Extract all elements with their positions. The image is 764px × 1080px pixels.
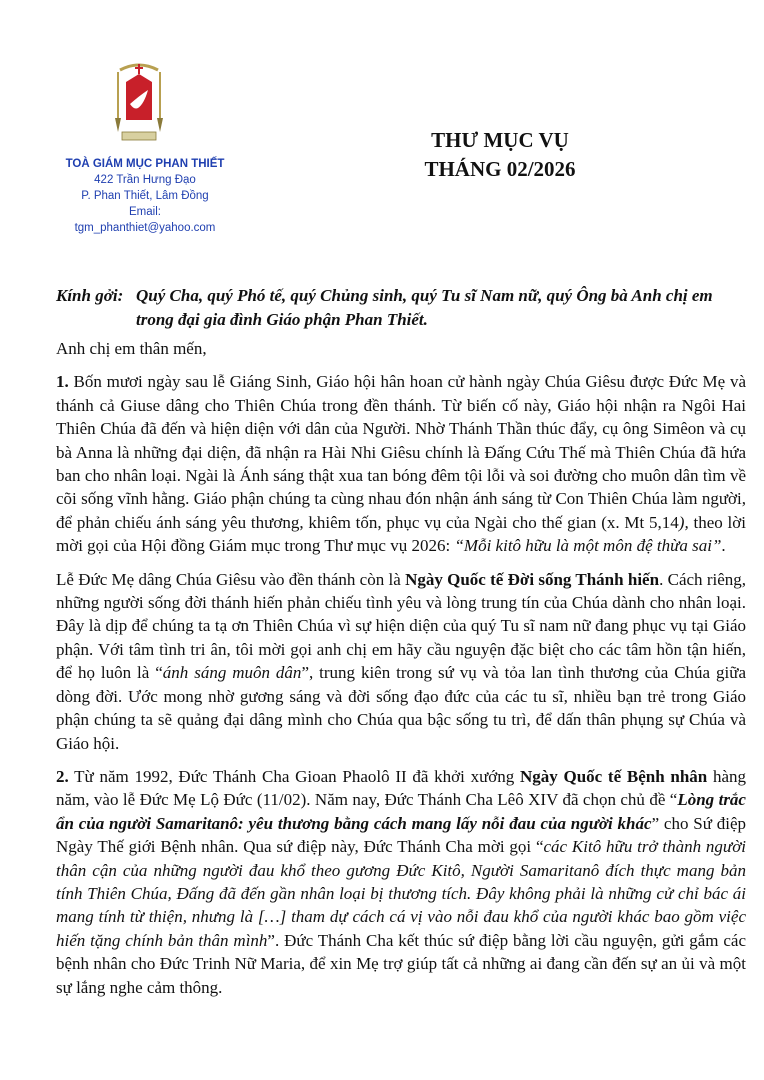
text-run: 1. — [56, 372, 69, 392]
text-run: Anh chị em thân mến, — [56, 339, 207, 358]
email-address: tgm_phanthiet@yahoo.com — [74, 222, 216, 234]
text-run: Lòng trắc ẩn của người Samaritanô: yêu thương bằng cách mang lấy nỗi đau của người khác — [56, 790, 746, 833]
text-run: hàng năm, vào lễ Đức Mẹ Lộ Đức (11/02). Năm nay, Đức Thánh Cha Lêô XIV đã chọn chủ đề “ — [56, 766, 747, 810]
paragraph — [56, 370, 746, 557]
text-run: các Kitô hữu trở thành người thân cận của những người đau khổ theo gương Đức Kitô, Người Samaritanô đích thực mang bản tính Thiên Chúa, Đấng đã đến gần nhân loại bị thương tích. Đây không phải là những cử chỉ bác ái mang tính từ thiện, nhưng là […] tham dự cách cá vị vào nỗi đau khổ của người khác bao gồm việc hiến tặng chính bản thân mình — [56, 837, 747, 950]
text-run: “Mỗi kitô hữu là một môn đệ thừa sai” — [454, 536, 722, 556]
text-run: ” cho Sứ điệp Ngày Thế giới Bệnh nhân. Qua sứ điệp này, Đức Thánh Cha mời gọi “ — [56, 813, 746, 857]
paragraph — [56, 337, 746, 360]
paragraph — [56, 568, 746, 755]
text-run: ), — [678, 512, 689, 532]
salutation — [56, 284, 746, 329]
letter-body — [56, 337, 746, 1009]
title-line-1: THƯ MỤC VỤ — [431, 128, 569, 152]
diocese-coat-of-arms-logo — [112, 60, 166, 146]
text-run: 2. — [56, 766, 69, 786]
text-run: ánh sáng muôn dân — [162, 663, 302, 683]
document-title — [400, 126, 600, 184]
paragraph — [56, 765, 746, 999]
address-line-2: P. Phan Thiết, Lâm Đồng — [81, 190, 209, 202]
email-label: Email: — [129, 206, 161, 218]
text-run: . Cách riêng, những người sống đời thánh hiến phản chiếu tình yêu và lòng trung tín của Chúa dành cho nhân loại. Đây là dịp để chúng ta tạ ơn Thiên Chúa vì sự hiện diện của quý Tu sĩ nam nữ đang phục vụ tại Giáo phận. Với tâm tình tri ân, tôi mời gọi anh chị em hãy cầu nguyện đặc biệt cho các tâm hồn tận hiến, để họ luôn là “ — [56, 569, 746, 683]
text-run: ”. Đức Thánh Cha kết thúc sứ điệp bằng lời cầu nguyện, gửi gắm các bệnh nhân cho Đức Trinh Nữ Maria, để xin Mẹ trợ giúp tất cả những ai đang cần đến sự an ủi và một sự lắng nghe cảm thông. — [56, 930, 747, 997]
text-run: Lễ Đức Mẹ dâng Chúa Giêsu vào đền thánh còn là — [56, 569, 406, 589]
text-run: Từ năm 1992, Đức Thánh Cha Gioan Phaolô II đã khởi xướng — [68, 766, 520, 786]
text-run: ”, trung kiên trong sứ vụ và tỏa lan tình thương của Chúa giữa dòng đời. Ước mong nhờ gương sáng và đời sống đạo đức của các tu sĩ, nhiều bạn trẻ trong Giáo phận chúng ta sẽ quảng đại dâng mình cho Chúa qua bậc sống tu trì, để dấn thân phụng sự Chúa và Giáo hội. — [56, 663, 746, 753]
diocese-info — [50, 156, 240, 236]
text-run: Ngày Quốc tế Bệnh nhân — [520, 766, 708, 786]
salutation-label: Kính gởi: — [56, 286, 124, 305]
org-name: TOÀ GIÁM MỤC PHAN THIẾT — [65, 158, 225, 170]
text-run: Bốn mươi ngày sau lễ Giáng Sinh, Giáo hội hân hoan cử hành ngày Chúa Giêsu được Đức Mẹ và thánh cả Giuse dâng cho Thiên Chúa trong đền thánh. Từ biến cố này, Giáo hội nhận ra Ngôi Hai Thiên Chúa đã đến và hiện diện với dân của Người. Nhờ Thánh Thần thúc đẩy, cụ ông Simêon và cụ bà Anna là những đại diện, đã nhận ra Hài Nhi Giêsu chính là Đấng Cứu Thế mà Thiên Chúa đã hứa ban cho nhân loại. Ngài là Ánh sáng thật xua tan bóng đêm tội lỗi và soi đường cho muôn dân tìm về cõi sống vĩnh hằng. Giáo phận chúng ta cùng nhau đón nhận ánh sáng từ Con Thiên Chúa làm người, để phản chiếu ánh sáng yêu thương, khiêm tốn, phục vụ của Ngài cho thế gian (x. Mt 5,14 — [56, 372, 746, 532]
text-run: theo lời mời gọi của Hội đồng Giám mục trong Thư mục vụ 2026: — [56, 512, 746, 556]
address-line-1: 422 Trần Hưng Đạo — [94, 174, 196, 186]
salutation-recipients: Quý Cha, quý Phó tế, quý Chủng sinh, quý Tu sĩ Nam nữ, quý Ông bà Anh chị em trong đại gia đình Giáo phận Phan Thiết. — [136, 286, 713, 329]
title-line-2: THÁNG 02/2026 — [424, 157, 576, 181]
text-run: . — [721, 536, 726, 556]
text-run: Ngày Quốc tế Đời sống Thánh hiến — [405, 569, 660, 589]
